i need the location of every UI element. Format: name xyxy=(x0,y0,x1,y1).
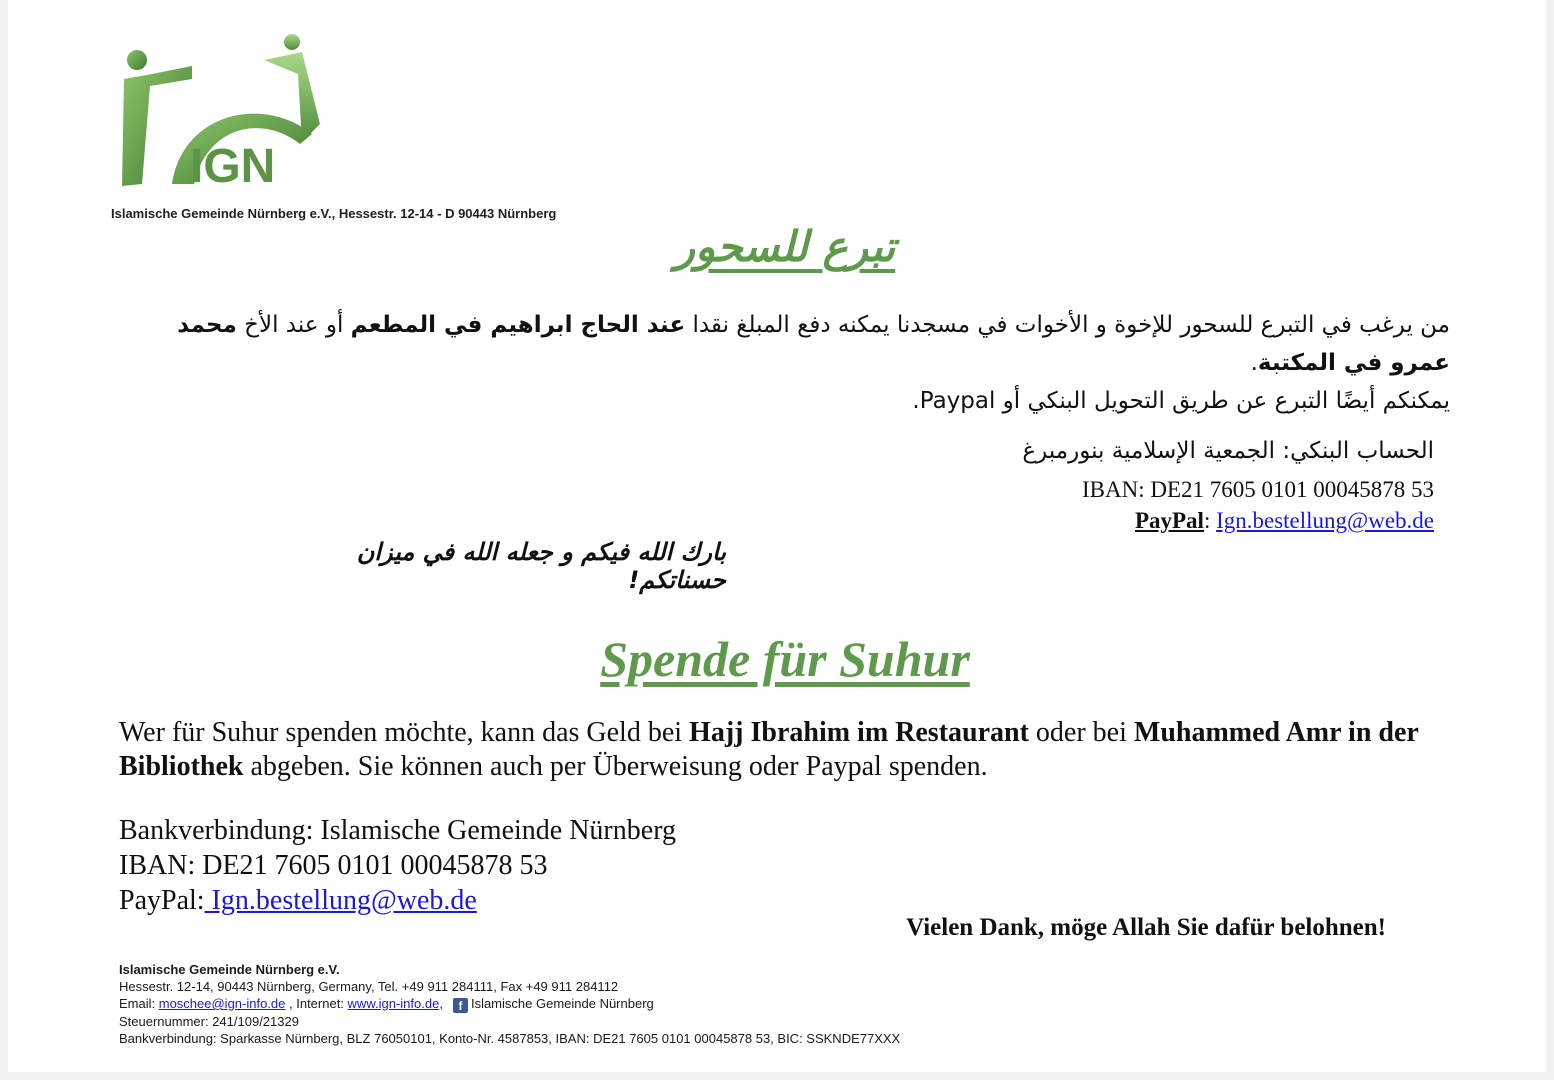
facebook-icon[interactable]: f xyxy=(453,998,468,1013)
logo-text: IGN xyxy=(190,140,276,193)
arabic-title: تبرع للسحور xyxy=(674,222,896,271)
arabic-p1-b: عند الحاج ابراهيم في المطعم xyxy=(350,312,686,338)
footer-address: Hessestr. 12-14, 90443 Nürnberg, Germany, Tel. +49 911 284111, Fax +49 911 284112 xyxy=(119,979,619,994)
german-paragraph xyxy=(119,716,1449,784)
arabic-paragraph-2: يمكنكم أيضًا التبرع عن طريق التحويل البنكي أو Paypal. xyxy=(912,388,1450,414)
footer-website-sep: , xyxy=(439,996,443,1011)
german-p-b: Hajj Ibrahim im Restaurant xyxy=(689,717,1029,748)
german-thanks: Vielen Dank, möge Allah Sie dafür belohnen! xyxy=(906,914,1386,941)
arabic-p1-e: . xyxy=(1250,350,1258,376)
footer-email-label: Email: xyxy=(119,996,159,1011)
footer-facebook-name: Islamische Gemeinde Nürnberg xyxy=(470,996,654,1011)
arabic-p1-c: أو عند الأخ xyxy=(236,312,351,338)
german-bank-block xyxy=(119,813,676,918)
footer-tax: Steuernummer: 241/109/21329 xyxy=(119,1014,299,1029)
arabic-p1-d: محمد عمرو في المكتبة xyxy=(177,312,1450,376)
footer-org: Islamische Gemeinde Nürnberg e.V. xyxy=(119,962,340,977)
footer-email-link[interactable]: moschee@ign-info.de xyxy=(158,996,286,1011)
footer xyxy=(119,961,900,1047)
arabic-paragraph-1 xyxy=(120,306,1450,382)
german-bank-line: Bankverbindung: Islamische Gemeinde Nürnberg xyxy=(119,815,677,846)
german-p-c: oder bei xyxy=(1028,717,1134,748)
arabic-blessing: بارك الله فيكم و جعله الله في ميزان حسناتكم! xyxy=(356,538,726,594)
arabic-iban-line: IBAN: DE21 7605 0101 00045878 53 xyxy=(1081,477,1434,502)
german-title: Spende für Suhur xyxy=(600,631,970,687)
german-p-e: abgeben. Sie können auch per Überweisung oder Paypal spenden. xyxy=(243,751,988,782)
arabic-p1-a: من يرغب في التبرع للسحور للإخوة و الأخوات في مسجدنا يمكنه دفع المبلغ نقدا xyxy=(685,312,1450,338)
arabic-paypal-separator: : xyxy=(1203,508,1217,533)
german-p-a: Wer für Suhur spenden möchte, kann das Geld bei xyxy=(119,717,690,748)
arabic-paypal-label: PayPal xyxy=(1134,508,1204,533)
footer-contact xyxy=(119,995,900,1013)
arabic-paragraph xyxy=(120,306,1450,420)
german-p-d: Muhammed Amr in der Bibliothek xyxy=(119,717,1419,782)
german-paypal-label: PayPal: xyxy=(119,885,205,916)
arabic-paypal-email-link[interactable]: Ign.bestellung@web.de xyxy=(1216,508,1434,533)
document-page xyxy=(8,0,1546,1072)
ign-logo xyxy=(112,34,326,194)
german-paypal-line xyxy=(119,883,676,918)
german-iban-line: IBAN: DE21 7605 0101 00045878 53 xyxy=(119,850,548,881)
letterhead-address: Islamische Gemeinde Nürnberg e.V., Hessestr. 12-14 - D 90443 Nürnberg xyxy=(111,206,557,221)
arabic-paypal-line xyxy=(1135,508,1434,534)
german-paypal-email-link[interactable]: Ign.bestellung@web.de xyxy=(204,885,477,916)
footer-internet-label: , Internet: xyxy=(285,996,348,1011)
footer-bank: Bankverbindung: Sparkasse Nürnberg, BLZ 76050101, Konto-Nr. 4587853, IBAN: DE21 7605 0101 00045878 53, BIC: SSKNDE77XXX xyxy=(119,1031,901,1046)
arabic-bank-line: الحساب البنكي: الجمعية الإسلامية بنورمبرغ xyxy=(1022,438,1434,464)
footer-website-link[interactable]: www.ign-info.de xyxy=(347,996,440,1011)
